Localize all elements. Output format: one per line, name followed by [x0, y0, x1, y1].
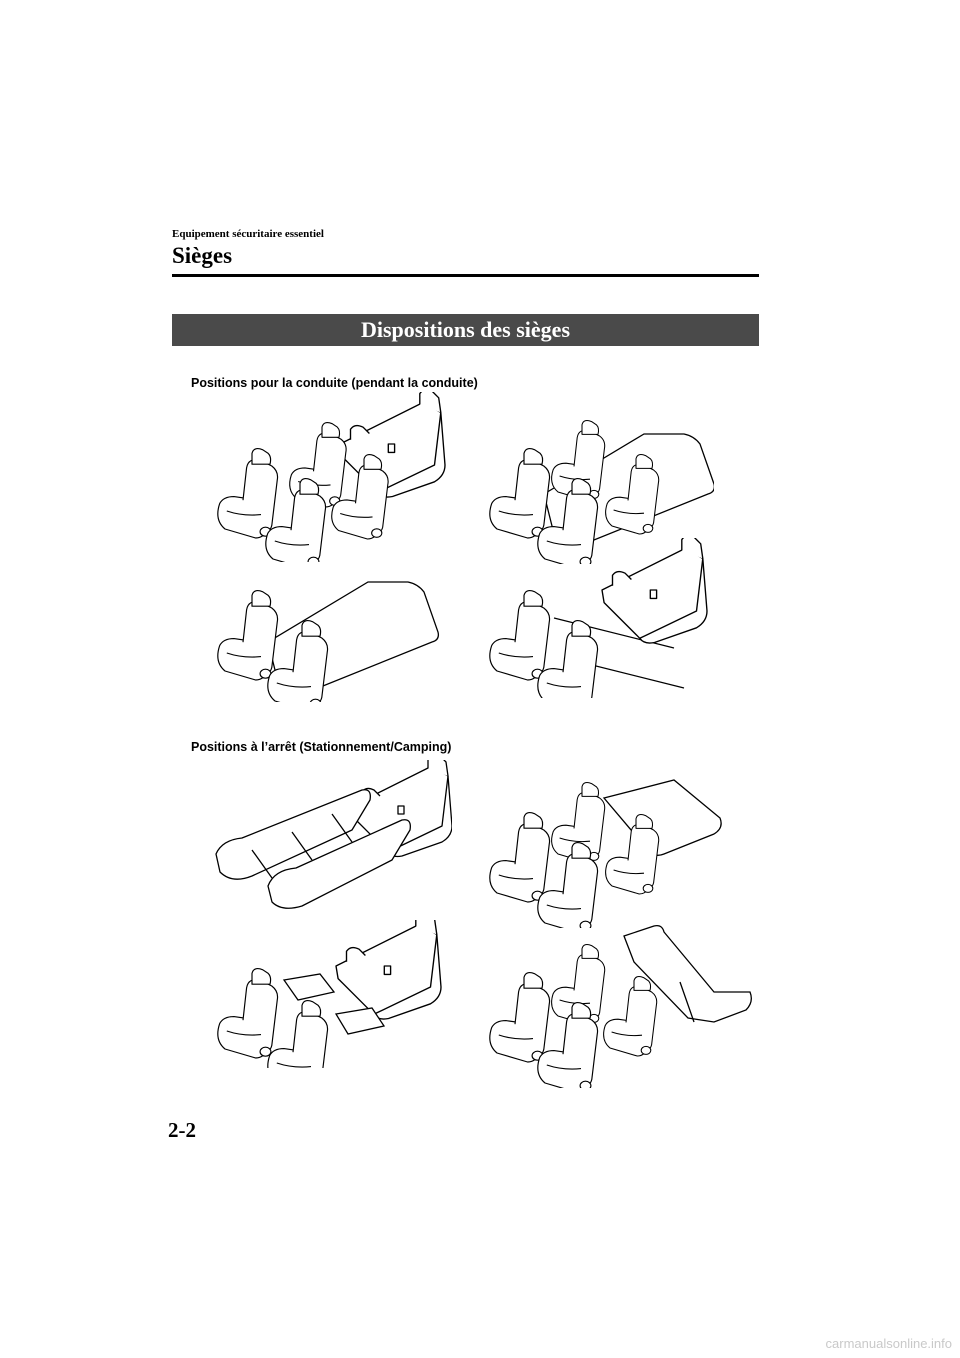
seat-layout-parked-3 [212, 920, 448, 1068]
seat-layout-driving-4 [484, 538, 720, 698]
seat-layout-parked-1 [212, 760, 452, 916]
driving-positions-heading: Positions pour la conduite (pendant la conduite) [191, 376, 478, 390]
section-label: Equipement sécuritaire essentiel [172, 228, 324, 240]
footer-watermark: carmanualsonline.info [825, 1336, 952, 1351]
title-rule [172, 274, 759, 277]
page-number: 2-2 [168, 1118, 196, 1142]
page-title: Sièges [172, 243, 233, 268]
section-banner [172, 314, 759, 346]
seat-layout-parked-2 [484, 778, 734, 928]
banner-title: Dispositions des sièges [360, 317, 571, 342]
seat-layout-driving-3 [212, 576, 442, 702]
seat-layout-driving-1 [210, 392, 450, 562]
parked-positions-heading: Positions à l’arrêt (Stationnement/Camping) [191, 740, 452, 754]
seat-layout-parked-4 [484, 922, 754, 1088]
